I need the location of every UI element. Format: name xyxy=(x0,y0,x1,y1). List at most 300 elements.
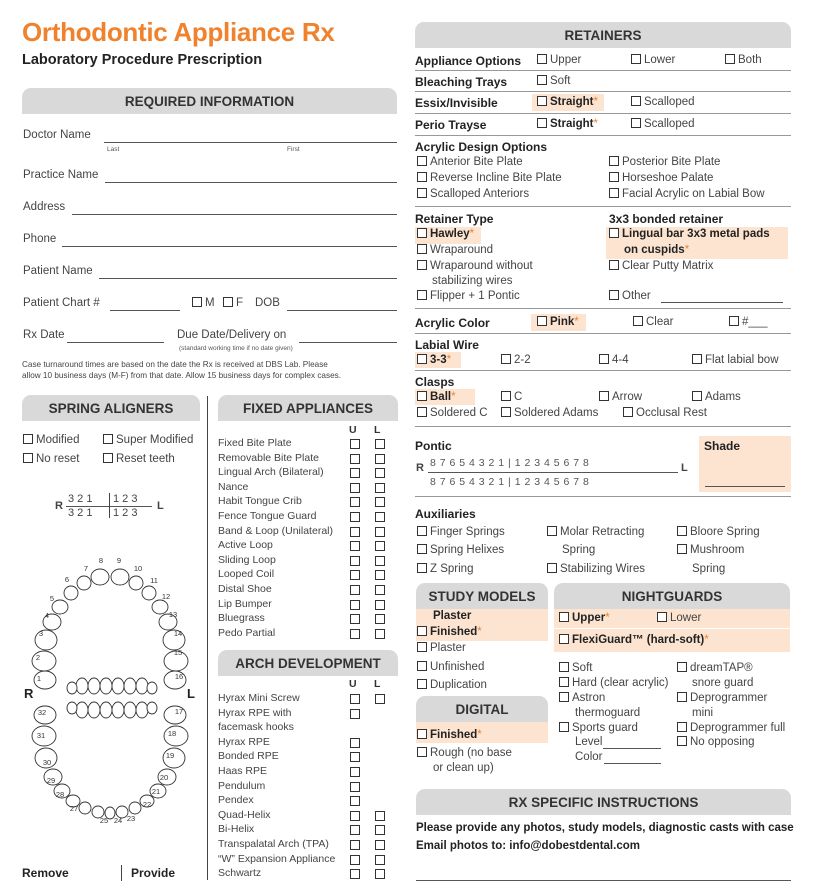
sports-level-field[interactable] xyxy=(603,748,661,749)
fixed-upper-checkbox[interactable] xyxy=(350,614,360,624)
posterior-checkbox[interactable] xyxy=(609,156,619,166)
wraparound-without-checkbox[interactable] xyxy=(417,260,427,270)
svg-text:29: 29 xyxy=(46,776,56,785)
fixed-lower-checkbox[interactable] xyxy=(375,600,385,610)
facial-checkbox[interactable] xyxy=(609,188,619,198)
digital-finished-checkbox[interactable] xyxy=(417,729,427,739)
c-checkbox[interactable] xyxy=(501,391,511,401)
dreamtap-line2: snore guard xyxy=(692,677,754,689)
arch-upper-checkbox[interactable] xyxy=(350,796,360,806)
arch-development-item: Schwartz xyxy=(218,867,262,880)
ball-option[interactable]: Ball* xyxy=(417,391,456,403)
svg-text:24: 24 xyxy=(113,816,123,825)
study-unfinished-checkbox[interactable] xyxy=(417,661,427,671)
arch-development-item: Haas RPE xyxy=(218,765,268,777)
address-field[interactable] xyxy=(72,214,397,215)
instructions-line-1: Please provide any photos, study models, diagnostic casts with case xyxy=(416,822,794,834)
svg-text:27: 27 xyxy=(69,804,79,813)
due-date-field[interactable] xyxy=(299,342,397,343)
patient-name-label: Patient Name xyxy=(23,265,93,277)
lower-checkbox[interactable] xyxy=(631,54,641,64)
scalloped-anteriors-option[interactable]: Scalloped Anteriors xyxy=(417,188,529,200)
arch-development-item: Hyrax RPE with xyxy=(218,706,292,719)
retainers-heading: RETAINERS xyxy=(415,22,791,48)
flexiguard-option[interactable]: FlexiGuard™ (hard-soft)* xyxy=(559,634,709,646)
arch-upper-checkbox[interactable] xyxy=(350,752,360,762)
svg-text:19: 19 xyxy=(165,751,175,760)
fixed-lower-checkbox[interactable] xyxy=(375,497,385,507)
fixed-upper-checkbox[interactable] xyxy=(350,585,360,595)
shade-label: Shade xyxy=(704,439,741,453)
wire-4-4-option[interactable]: 4-4 xyxy=(599,354,629,366)
molar-retracting-option[interactable]: Molar Retracting xyxy=(547,526,644,538)
night-hard-option[interactable]: Hard (clear acrylic) xyxy=(559,677,669,689)
svg-text:14: 14 xyxy=(173,629,183,638)
svg-text:16: 16 xyxy=(174,672,184,681)
arch-upper-checkbox[interactable] xyxy=(350,738,360,748)
modified-checkbox[interactable] xyxy=(23,434,33,444)
perio-trayse-label: Perio Trayse xyxy=(415,118,487,132)
modified-option[interactable]: Modified xyxy=(23,434,79,446)
other-checkbox[interactable] xyxy=(609,290,619,300)
due-date-label: Due Date/Delivery on xyxy=(177,329,287,341)
patient-chart-field[interactable] xyxy=(110,310,180,311)
digital-rough-option[interactable]: Rough (no base xyxy=(417,747,512,759)
sex-f-option[interactable]: F xyxy=(223,297,243,309)
spring-top-left[interactable]: 3 2 1 xyxy=(68,493,93,505)
spring-l-label: L xyxy=(157,500,164,512)
soft-checkbox[interactable] xyxy=(537,75,547,85)
arch-development-item: Quad-Helix xyxy=(218,808,271,821)
upper-option[interactable]: Upper xyxy=(537,54,581,66)
acrylic-design-label: Acrylic Design Options xyxy=(415,140,548,154)
fixed-appliance-item: Fence Tongue Guard xyxy=(218,510,317,522)
wire-3-3-option[interactable]: 3-3* xyxy=(417,354,451,366)
study-plaster-checkbox[interactable] xyxy=(417,642,427,652)
f-checkbox[interactable] xyxy=(223,297,233,307)
dreamtap-option[interactable]: dreamTAP® xyxy=(677,662,753,674)
arch-l-label: L xyxy=(374,678,381,690)
super-modified-option[interactable]: Super Modified xyxy=(103,434,193,446)
other-field[interactable] xyxy=(661,302,783,303)
mushroom-spring-option[interactable]: Mushroom xyxy=(677,544,744,556)
practice-name-field[interactable] xyxy=(105,182,397,183)
soldered-adams-option[interactable]: Soldered Adams xyxy=(501,407,598,419)
ball-checkbox[interactable] xyxy=(417,391,427,401)
arch-upper-checkbox[interactable] xyxy=(350,767,360,777)
pontic-label: Pontic xyxy=(415,439,452,453)
instructions-email: Email photos to: info@dobestdental.com xyxy=(416,840,640,852)
turnaround-note-2: allow 10 business days (M-F) from that date. Allow 15 business days for complex cases. xyxy=(22,371,341,380)
astron-line2: thermoguard xyxy=(575,707,641,719)
svg-text:2: 2 xyxy=(35,653,41,662)
stabilizing-wires-option[interactable]: Stabilizing Wires xyxy=(547,563,645,575)
spring-aligners-heading: SPRING ALIGNERS xyxy=(22,395,200,421)
arch-upper-checkbox[interactable] xyxy=(350,825,360,835)
deprogrammer-full-checkbox[interactable] xyxy=(677,722,687,732)
occlusal-rest-option[interactable]: Occlusal Rest xyxy=(623,407,707,419)
z-spring-checkbox[interactable] xyxy=(417,563,427,573)
facial-option[interactable]: Facial Acrylic on Labial Bow xyxy=(609,188,765,200)
form-subtitle: Laboratory Procedure Prescription xyxy=(22,52,263,68)
clear-putty-option[interactable]: Clear Putty Matrix xyxy=(609,260,713,272)
soldered-c-option[interactable]: Soldered C xyxy=(417,407,488,419)
study-duplication-option[interactable]: Duplication xyxy=(417,679,487,691)
study-models-heading: STUDY MODELS xyxy=(416,583,548,609)
fixed-lower-checkbox[interactable] xyxy=(375,570,385,580)
flexiguard-checkbox[interactable] xyxy=(559,634,569,644)
form-title: Orthodontic Appliance Rx xyxy=(22,17,335,47)
svg-text:11: 11 xyxy=(150,576,158,585)
lingual-bar-checkbox[interactable] xyxy=(609,228,619,238)
fixed-lower-checkbox[interactable] xyxy=(375,454,385,464)
study-unfinished-option[interactable]: Unfinished xyxy=(417,661,484,673)
wraparound-checkbox[interactable] xyxy=(417,244,427,254)
spring-grid-v xyxy=(109,493,110,518)
fixed-appliance-item: Nance xyxy=(218,480,249,493)
spring-bot-left[interactable]: 3 2 1 xyxy=(68,507,93,519)
molar-retracting-checkbox[interactable] xyxy=(547,526,557,536)
divider xyxy=(415,308,791,309)
appliance-options-label: Appliance Options xyxy=(415,54,522,68)
spring-bot-right[interactable]: 1 2 3 xyxy=(113,507,138,519)
doctor-name-label: Doctor Name xyxy=(23,129,91,141)
digital-finished-option[interactable]: Finished* xyxy=(417,729,482,741)
no-reset-checkbox[interactable] xyxy=(23,453,33,463)
night-soft-checkbox[interactable] xyxy=(559,662,569,672)
labial-wire-label: Labial Wire xyxy=(415,338,479,352)
practice-name-label: Practice Name xyxy=(23,169,99,181)
svg-text:10: 10 xyxy=(133,564,143,573)
soldered-adams-checkbox[interactable] xyxy=(501,407,511,417)
fixed-lower-checkbox[interactable] xyxy=(375,512,385,522)
fixed-upper-checkbox[interactable] xyxy=(350,527,360,537)
z-spring-option[interactable]: Z Spring xyxy=(417,563,473,575)
fixed-l-label: L xyxy=(374,424,381,436)
bleaching-trays-label: Bleaching Trays xyxy=(415,75,508,89)
sports-guard-option[interactable]: Sports guard xyxy=(559,722,638,734)
essix-label: Essix/Invisible xyxy=(415,96,498,110)
spring-helixes-option[interactable]: Spring Helixes xyxy=(417,544,504,556)
svg-text:4: 4 xyxy=(44,611,50,620)
essix-straight-option[interactable]: Straight* xyxy=(537,96,598,108)
digital-rough-line2: or clean up) xyxy=(433,762,494,774)
turnaround-note-1: Case turnaround times are based on the date the Rx is received at DBS Lab. Please xyxy=(22,360,328,369)
arch-upper-checkbox[interactable] xyxy=(350,840,360,850)
fixed-appliance-item: Looped Coil xyxy=(218,568,275,581)
fixed-u-label: U xyxy=(349,424,357,436)
clear-checkbox[interactable] xyxy=(633,316,643,326)
pontic-lower-row[interactable]: 8 7 6 5 4 3 2 1 | 1 2 3 4 5 6 7 8 xyxy=(430,476,590,488)
wire-2-2-checkbox[interactable] xyxy=(501,354,511,364)
digital-rough-checkbox[interactable] xyxy=(417,747,427,757)
arch-upper-checkbox[interactable] xyxy=(350,811,360,821)
fixed-appliance-item: Removable Bite Plate xyxy=(218,451,319,464)
doctor-name-field[interactable] xyxy=(104,142,397,143)
svg-text:21: 21 xyxy=(151,787,161,796)
mushroom-spring-checkbox[interactable] xyxy=(677,544,687,554)
bonded-retainer-label: 3x3 bonded retainer xyxy=(609,212,724,226)
fixed-upper-checkbox[interactable] xyxy=(350,483,360,493)
study-duplication-checkbox[interactable] xyxy=(417,679,427,689)
clasps-label: Clasps xyxy=(415,375,455,389)
flipper-option[interactable]: Flipper + 1 Pontic xyxy=(417,290,520,302)
divider xyxy=(415,91,791,92)
study-finished-option[interactable]: Finished* xyxy=(417,626,482,638)
pink-option[interactable]: Pink* xyxy=(537,316,579,328)
perio-scalloped-option[interactable]: Scalloped xyxy=(631,118,695,130)
hawley-checkbox[interactable] xyxy=(417,228,427,238)
flipper-checkbox[interactable] xyxy=(417,290,427,300)
night-lower-option[interactable]: Lower xyxy=(657,612,701,624)
fixed-upper-checkbox[interactable] xyxy=(350,439,360,449)
bloore-spring-checkbox[interactable] xyxy=(677,526,687,536)
flat-labial-checkbox[interactable] xyxy=(692,354,702,364)
svg-text:28: 28 xyxy=(55,790,65,799)
svg-text:9: 9 xyxy=(116,556,122,565)
dob-field[interactable] xyxy=(287,310,397,311)
fixed-lower-checkbox[interactable] xyxy=(375,439,385,449)
perio-scalloped-checkbox[interactable] xyxy=(631,118,641,128)
spring-top-right[interactable]: 1 2 3 xyxy=(113,493,138,505)
essix-scalloped-option[interactable]: Scalloped xyxy=(631,96,695,108)
svg-text:22: 22 xyxy=(142,800,152,809)
soldered-c-checkbox[interactable] xyxy=(417,407,427,417)
retainer-type-label: Retainer Type xyxy=(415,212,494,226)
soft-option[interactable]: Soft xyxy=(537,75,570,87)
occlusal-rest-checkbox[interactable] xyxy=(623,407,633,417)
fixed-appliance-item: Band & Loop (Unilateral) xyxy=(218,524,333,537)
hawley-option[interactable]: Hawley* xyxy=(417,228,474,240)
study-plaster-option[interactable]: Plaster xyxy=(417,642,466,654)
fixed-appliances-heading: FIXED APPLIANCES xyxy=(218,395,398,421)
fixed-upper-checkbox[interactable] xyxy=(350,468,360,478)
sports-level-label: Level xyxy=(575,736,603,748)
divider xyxy=(415,70,791,71)
clear-option[interactable]: Clear xyxy=(633,316,673,328)
phone-label: Phone xyxy=(23,233,57,245)
svg-text:31: 31 xyxy=(36,731,46,740)
digital-heading: DIGITAL xyxy=(416,696,548,722)
sports-color-label: Color xyxy=(575,751,603,763)
instructions-field[interactable] xyxy=(416,880,791,881)
night-upper-option[interactable]: Upper* xyxy=(559,612,610,624)
night-soft-option[interactable]: Soft xyxy=(559,662,592,674)
fixed-appliance-item: Fixed Bite Plate xyxy=(218,437,292,449)
svg-text:23: 23 xyxy=(126,814,136,823)
bloore-spring-option[interactable]: Bloore Spring xyxy=(677,526,760,538)
pink-checkbox[interactable] xyxy=(537,316,547,326)
plaster-heading: Plaster xyxy=(433,610,472,622)
pontic-r-label: R xyxy=(416,462,424,474)
pontic-grid-h xyxy=(428,472,678,473)
wire-2-2-option[interactable]: 2-2 xyxy=(501,354,531,366)
perio-straight-option[interactable]: Straight* xyxy=(537,118,598,130)
patient-chart-label: Patient Chart # xyxy=(23,297,100,309)
essix-straight-checkbox[interactable] xyxy=(537,96,547,106)
spring-helixes-checkbox[interactable] xyxy=(417,544,427,554)
lingual-bar-option-line2: on cuspids* xyxy=(624,244,690,256)
arch-development-item: “W” Expansion Appliance xyxy=(218,852,336,865)
arch-development-item: Bonded RPE xyxy=(218,750,279,763)
fixed-upper-checkbox[interactable] xyxy=(350,570,360,580)
sports-guard-checkbox[interactable] xyxy=(559,722,569,732)
color-number-checkbox[interactable] xyxy=(729,316,739,326)
scalloped-anteriors-checkbox[interactable] xyxy=(417,188,427,198)
divider xyxy=(415,496,791,497)
night-lower-checkbox[interactable] xyxy=(657,612,667,622)
fixed-lower-checkbox[interactable] xyxy=(375,556,385,566)
night-upper-checkbox[interactable] xyxy=(559,612,569,622)
shade-field[interactable] xyxy=(705,486,785,487)
arch-lower-checkbox[interactable] xyxy=(375,811,385,821)
reset-teeth-option[interactable]: Reset teeth xyxy=(103,453,175,465)
flat-labial-option[interactable]: Flat labial bow xyxy=(692,354,779,366)
wire-4-4-checkbox[interactable] xyxy=(599,354,609,364)
svg-text:5: 5 xyxy=(49,594,55,603)
adams-checkbox[interactable] xyxy=(692,391,702,401)
arch-upper-checkbox[interactable] xyxy=(350,709,360,719)
fixed-upper-checkbox[interactable] xyxy=(350,629,360,639)
arch-lower-checkbox[interactable] xyxy=(375,855,385,865)
no-reset-option[interactable]: No reset xyxy=(23,453,79,465)
wraparound-option[interactable]: Wraparound xyxy=(417,244,493,256)
svg-text:15: 15 xyxy=(173,648,183,657)
fixed-lower-checkbox[interactable] xyxy=(375,585,385,595)
astron-checkbox[interactable] xyxy=(559,692,569,702)
svg-text:6: 6 xyxy=(64,575,70,584)
finger-springs-option[interactable]: Finger Springs xyxy=(417,526,505,538)
arch-development-heading: ARCH DEVELOPMENT xyxy=(218,650,398,676)
molar-retracting-line2: Spring xyxy=(562,544,596,556)
night-hard-checkbox[interactable] xyxy=(559,677,569,687)
fixed-appliance-item: Active Loop xyxy=(218,539,273,552)
arch-development-item: facemask hooks xyxy=(218,721,294,734)
fixed-appliance-item: Bluegrass xyxy=(218,612,265,625)
pontic-upper-row[interactable]: 8 7 6 5 4 3 2 1 | 1 2 3 4 5 6 7 8 xyxy=(430,457,590,469)
fixed-upper-checkbox[interactable] xyxy=(350,454,360,464)
horseshoe-checkbox[interactable] xyxy=(609,172,619,182)
svg-text:30: 30 xyxy=(42,758,52,767)
fixed-upper-checkbox[interactable] xyxy=(350,497,360,507)
deprogrammer-mini-checkbox[interactable] xyxy=(677,692,687,702)
wraparound-without-option[interactable]: Wraparound without xyxy=(417,260,533,272)
lower-option[interactable]: Lower xyxy=(631,54,675,66)
arch-lower-checkbox[interactable] xyxy=(375,694,385,704)
arrow-option[interactable]: Arrow xyxy=(599,391,642,403)
divider xyxy=(415,333,791,334)
super-modified-checkbox[interactable] xyxy=(103,434,113,444)
anterior-checkbox[interactable] xyxy=(417,156,427,166)
essix-scalloped-checkbox[interactable] xyxy=(631,96,641,106)
astron-option[interactable]: Astron xyxy=(559,692,605,704)
rx-date-label: Rx Date xyxy=(23,329,65,341)
pontic-l-label: L xyxy=(681,462,688,474)
both-checkbox[interactable] xyxy=(725,54,735,64)
deprogrammer-mini-option[interactable]: Deprogrammer xyxy=(677,692,767,704)
fixed-appliance-item: Lingual Arch (Bilateral) xyxy=(218,466,324,479)
fixed-appliance-item: Sliding Loop xyxy=(218,553,276,566)
fixed-upper-checkbox[interactable] xyxy=(350,512,360,522)
other-option[interactable]: Other xyxy=(609,290,651,302)
color-number-option[interactable]: #___ xyxy=(729,316,768,328)
fixed-lower-checkbox[interactable] xyxy=(375,614,385,624)
divider xyxy=(415,370,791,371)
svg-text:17: 17 xyxy=(174,707,184,716)
arch-upper-checkbox[interactable] xyxy=(350,855,360,865)
phone-field[interactable] xyxy=(62,246,397,247)
sports-color-field[interactable] xyxy=(604,763,661,764)
arch-lower-checkbox[interactable] xyxy=(375,869,385,879)
arrow-checkbox[interactable] xyxy=(599,391,609,401)
svg-text:25: 25 xyxy=(99,816,109,825)
no-opposing-option[interactable]: No opposing xyxy=(677,736,755,748)
fixed-lower-checkbox[interactable] xyxy=(375,468,385,478)
m-checkbox[interactable] xyxy=(192,297,202,307)
patient-name-field[interactable] xyxy=(99,278,397,279)
reverse-option[interactable]: Reverse Incline Bite Plate xyxy=(417,172,562,184)
svg-text:12: 12 xyxy=(161,592,171,601)
c-option[interactable]: C xyxy=(501,391,522,403)
reverse-checkbox[interactable] xyxy=(417,172,427,182)
reset-teeth-checkbox[interactable] xyxy=(103,453,113,463)
fixed-upper-checkbox[interactable] xyxy=(350,600,360,610)
remove-provide-divider xyxy=(121,865,122,881)
stabilizing-wires-checkbox[interactable] xyxy=(547,563,557,573)
anterior-option[interactable]: Anterior Bite Plate xyxy=(417,156,523,168)
no-opposing-checkbox[interactable] xyxy=(677,736,687,746)
perio-straight-checkbox[interactable] xyxy=(537,118,547,128)
arch-upper-checkbox[interactable] xyxy=(350,694,360,704)
fixed-lower-checkbox[interactable] xyxy=(375,527,385,537)
stabilizing-wires-text: stabilizing wires xyxy=(432,275,513,287)
lingual-bar-option[interactable]: Lingual bar 3x3 metal pads xyxy=(609,228,770,240)
dreamtap-checkbox[interactable] xyxy=(677,662,687,672)
due-date-note: (standard working time if no date given) xyxy=(179,345,293,352)
clear-putty-checkbox[interactable] xyxy=(609,260,619,270)
svg-text:18: 18 xyxy=(167,729,177,738)
arch-lower-checkbox[interactable] xyxy=(375,840,385,850)
deprogrammer-full-option[interactable]: Deprogrammer full xyxy=(677,722,785,734)
upper-checkbox[interactable] xyxy=(537,54,547,64)
fixed-lower-checkbox[interactable] xyxy=(375,483,385,493)
arch-upper-checkbox[interactable] xyxy=(350,782,360,792)
arch-lower-checkbox[interactable] xyxy=(375,825,385,835)
provide-label: Provide xyxy=(131,866,176,880)
fixed-upper-checkbox[interactable] xyxy=(350,556,360,566)
both-option[interactable]: Both xyxy=(725,54,762,66)
divider xyxy=(554,628,790,629)
sex-m-option[interactable]: M xyxy=(192,297,215,309)
tooth-chart[interactable] xyxy=(22,555,202,835)
wire-3-3-checkbox[interactable] xyxy=(417,354,427,364)
horseshoe-option[interactable]: Horseshoe Palate xyxy=(609,172,713,184)
spring-r-label: R xyxy=(55,500,63,512)
auxiliaries-label: Auxiliaries xyxy=(415,507,476,521)
adams-option[interactable]: Adams xyxy=(692,391,741,403)
posterior-option[interactable]: Posterior Bite Plate xyxy=(609,156,720,168)
rx-date-field[interactable] xyxy=(67,342,164,343)
finger-springs-checkbox[interactable] xyxy=(417,526,427,536)
study-finished-checkbox[interactable] xyxy=(417,626,427,636)
divider xyxy=(415,135,791,136)
arch-development-item: Hyrax RPE xyxy=(218,735,270,748)
fixed-lower-checkbox[interactable] xyxy=(375,541,385,551)
remove-label: Remove xyxy=(22,866,69,880)
fixed-upper-checkbox[interactable] xyxy=(350,541,360,551)
arch-upper-checkbox[interactable] xyxy=(350,869,360,879)
fixed-lower-checkbox[interactable] xyxy=(375,629,385,639)
